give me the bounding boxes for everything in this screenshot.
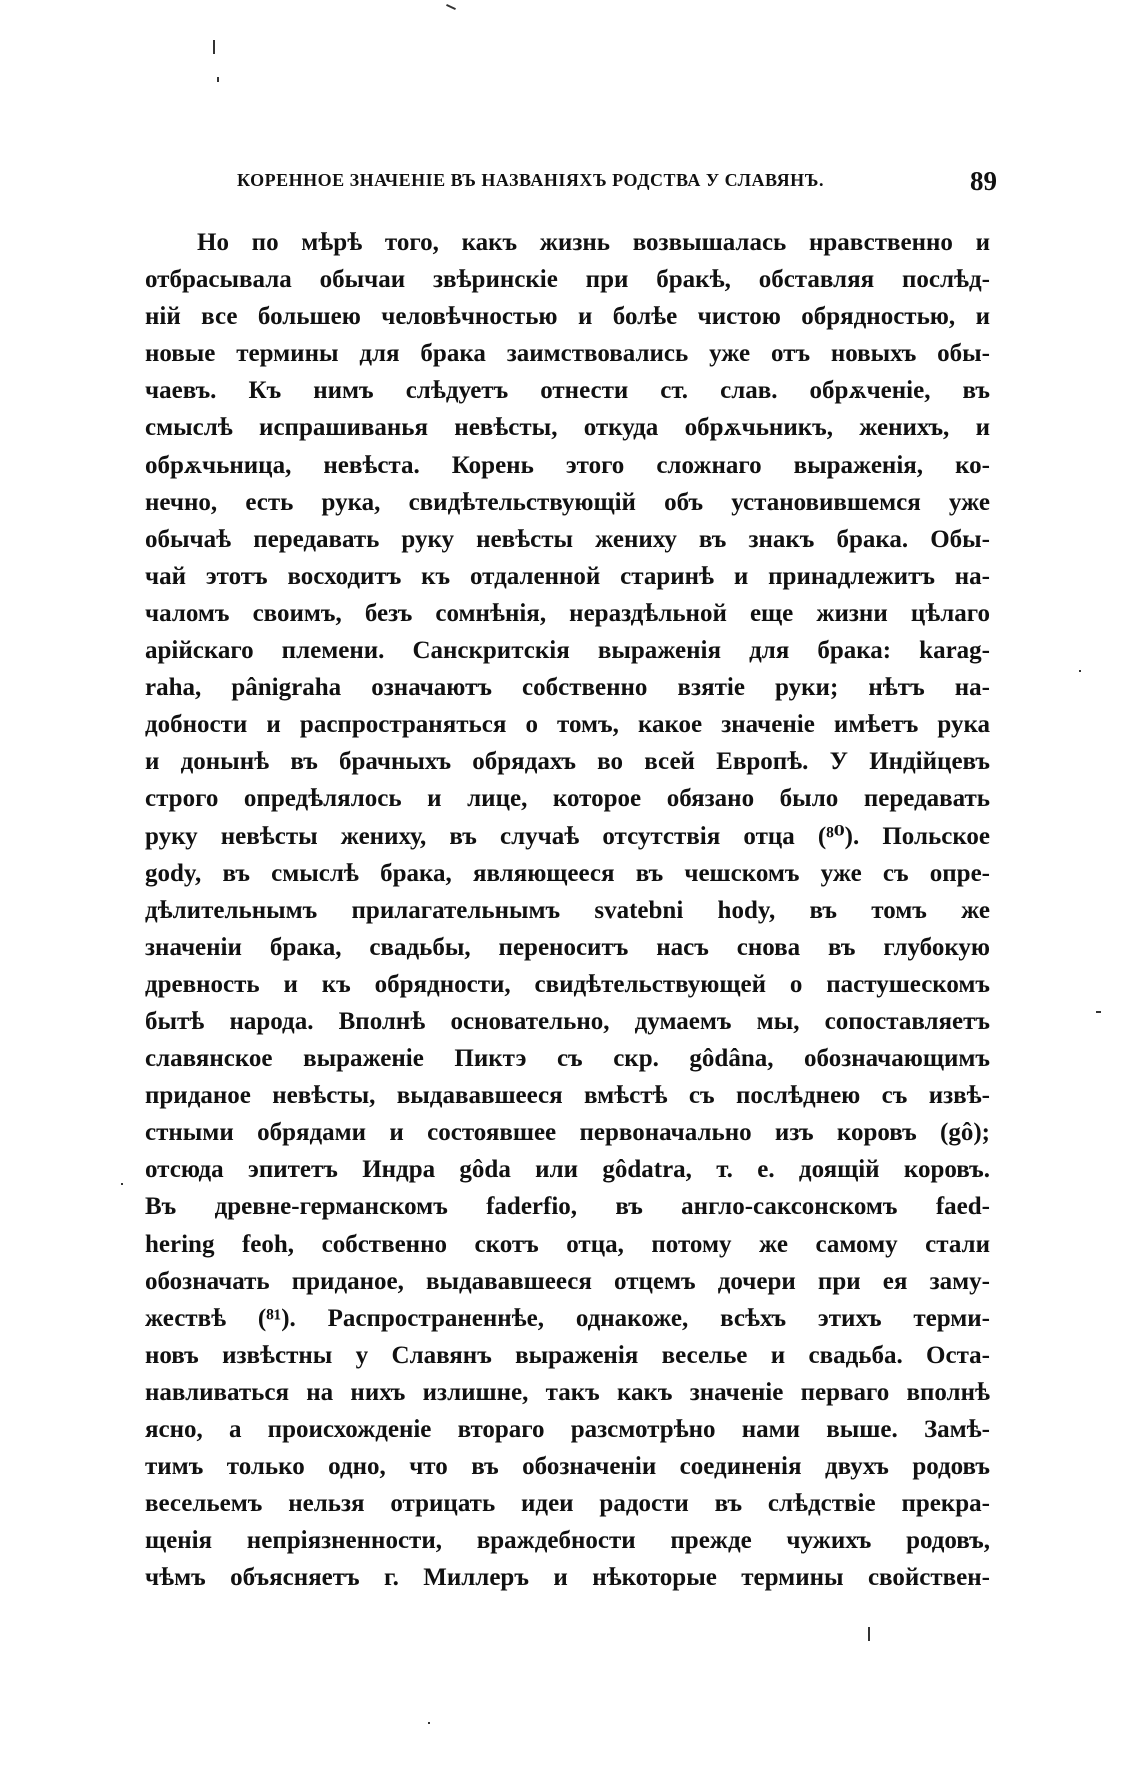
- scan-speck: [868, 1627, 870, 1641]
- scan-speck: [213, 40, 215, 54]
- text-line: новые термины для брака заимствовались уже отъ новыхъ обы-: [145, 340, 990, 368]
- text-line: чай этотъ восходитъ къ отдаленной старинѣ и принадлежитъ на-: [145, 562, 990, 590]
- text-line: жествѣ (⁸¹). Распространеннѣе, однакоже, всѣхъ этихъ терми-: [145, 1304, 990, 1332]
- text-line: Въ древне-германскомъ faderfio, въ англо-саксонскомъ faed-: [145, 1193, 990, 1221]
- page-number: 89: [970, 166, 997, 196]
- text-line: raha, pânigraha означаютъ собственно взятіе руки; нѣтъ на-: [145, 674, 990, 702]
- text-line: gody, въ смыслѣ брака, являющееся въ чешскомъ уже съ опре-: [145, 859, 990, 887]
- text-line: и донынѣ въ брачныхъ обрядахъ во всей Европѣ. У Индійцевъ: [145, 748, 990, 776]
- text-line: отсюда эпитетъ Индра gôda или gôdatra, т. е. доящій коровъ.: [145, 1156, 990, 1184]
- scan-speck: [428, 1722, 430, 1724]
- text-line: чаломъ своимъ, безъ сомнѣнія, нераздѣльной еще жизни цѣлаго: [145, 599, 990, 627]
- text-line: ній все большею человѣчностью и болѣе чистою обрядностью, и: [145, 303, 990, 331]
- scan-speck: [1079, 670, 1081, 672]
- text-line: ясно, а происхожденіе втораго разсмотрѣно нами выше. Замѣ-: [145, 1416, 990, 1443]
- text-line: чѣмъ объясняетъ г. Миллеръ и нѣкоторые термины свойствен-: [145, 1564, 990, 1592]
- text-line: приданое невѣсты, выдававшееся вмѣстѣ съ послѣднею съ извѣ-: [145, 1082, 990, 1110]
- text-line: щенія непріязненности, враждебности прежде чужихъ родовъ,: [145, 1527, 990, 1555]
- scan-speck: [1096, 1011, 1101, 1013]
- text-line: Но по мѣрѣ того, какъ жизнь возвышалась нравственно и: [197, 229, 990, 256]
- text-line: древность и къ обрядности, свидѣтельствующей о пастушескомъ: [145, 970, 990, 998]
- text-line: чаевъ. Къ нимъ слѣдуетъ отнести ст. слав. обрѫченіе, въ: [145, 377, 990, 405]
- text-line: тимъ только одно, что въ обозначеніи соединенія двухъ родовъ: [145, 1453, 990, 1481]
- text-line: добности и распространяться о томъ, какое значеніе имѣетъ рука: [145, 711, 990, 739]
- page-header: [237, 166, 997, 198]
- text-line: нечно, есть рука, свидѣтельствующій объ установившемся уже: [145, 488, 990, 516]
- scan-speck: [217, 77, 219, 82]
- text-line: бытѣ народа. Вполнѣ основательно, думаемъ мы, сопоставляетъ: [145, 1007, 990, 1035]
- text-line: обрѫчьница, невѣста. Корень этого сложнаго выраженія, ко-: [145, 451, 990, 479]
- text-line: отбрасывала обычаи звѣринскіе при бракѣ, обставляя послѣд-: [145, 266, 990, 294]
- text-line: значеніи брака, свадьбы, переноситъ насъ снова въ глубокую: [145, 933, 990, 961]
- scan-speck: [121, 1183, 123, 1185]
- text-line: строго опредѣлялось и лице, которое обязано было передавать: [145, 785, 990, 813]
- text-line: hering feoh, собственно скотъ отца, потому же самому стали: [145, 1230, 990, 1258]
- text-line: новъ извѣстны у Славянъ выраженія веселье и свадьба. Оста-: [145, 1341, 990, 1369]
- body-paragraph: [145, 224, 990, 1596]
- text-line: арійскаго племени. Санскритскія выраженія для брака: karag-: [145, 637, 990, 665]
- text-line: навливаться на нихъ излишне, такъ какъ значеніе перваго вполнѣ: [145, 1378, 990, 1406]
- text-line: славянское выраженіе Пиктэ съ скр. gôdâna, обозначающимъ: [145, 1045, 990, 1073]
- text-line: стными обрядами и состоявшее первоначально изъ коровъ (gô);: [145, 1119, 990, 1147]
- text-line: дѣлительнымъ прилагательнымъ svatebni hody, въ томъ же: [145, 896, 990, 924]
- text-line: обозначать приданое, выдававшееся отцемъ дочери при ея заму-: [145, 1267, 990, 1295]
- text-line: руку невѣсты жениху, въ случаѣ отсутствія отца (⁸⁰). Польское: [145, 822, 990, 850]
- text-line: весельемъ нельзя отрицать идеи радости въ слѣдствіе прекра-: [145, 1490, 990, 1518]
- text-line: смыслѣ испрашиванья невѣсты, откуда обрѫчьникъ, женихъ, и: [145, 414, 990, 442]
- running-head: КОРЕННОЕ ЗНАЧЕНІЕ ВЪ НАЗВАНІЯХЪ РОДСТВА У СЛАВЯНЪ.: [237, 170, 824, 190]
- text-line: обычаѣ передавать руку невѣсты жениху въ знакъ брака. Обы-: [145, 525, 990, 553]
- scan-speck: [446, 4, 456, 10]
